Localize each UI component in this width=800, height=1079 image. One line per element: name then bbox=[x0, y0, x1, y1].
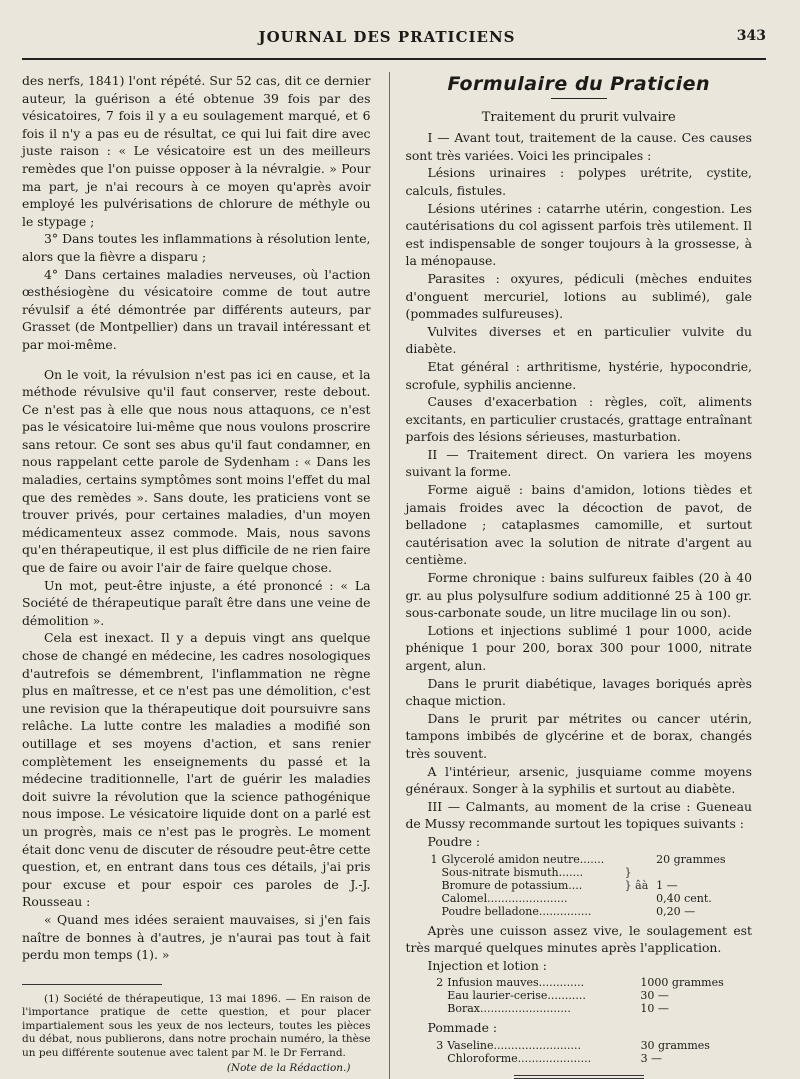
section-subtitle: Traitement du prurit vulvaire bbox=[481, 109, 676, 125]
header-rule bbox=[22, 58, 766, 60]
ingredient-name: Calomel....................... bbox=[441, 891, 568, 905]
ingredient-quantity: 1 — bbox=[656, 878, 678, 892]
poudre-formula bbox=[419, 853, 752, 918]
left-paragraph-6: Cela est inexact. Il y a depuis vingt ans quelque chose de changé en médecine, les cadres nosologiques d'autrefois se démembrent, l'inflammation ne règne plus en maîtresse, et ce n'est pas une démolition, c'est une revision que la thérapeutique doit poursuivre sans relâche. La lutte contre les maladies a modifié son outillage et ses moyens d'action, et sans renier complètement les enseignements du passé et la médecine traditionnelle, l'art de guérir les maladies doit suivre la révolution que la science pathogénique nous impose. Le vésicatoire liquide dont on a parlé est un progrès, mais ce n'est pas le progrès. Le moment était donc venu de discuter de résoudre peut-être cette question, et, en entrant dans tous ces détails, j'ai pris pour excuse et pour espoir ces paroles de J.-J. Rousseau : bbox=[22, 630, 371, 910]
ingredient-name: Eau laurier-cerise........... bbox=[447, 989, 586, 1003]
pommade-formula bbox=[419, 1039, 752, 1065]
formula-number bbox=[419, 892, 439, 905]
left-paragraph-4: On le voit, la révulsion n'est pas ici en cause, et la méthode révulsive qu'il faut conserver, reste debout. Ce n'est pas à elle que nous nous attaquons, ce n'est pas le vésicatoire lui-même que nous voulons proscrire sans retour. Ce sont ses abus qu'il faut condamner, en nous rappelant cette parole de Sydenham : « Dans les maladies, certains symptômes sont moins l'effet du mal que des remèdes ». Sans doute, les praticiens vont se trouver privés, pour certaines maladies, d'un moyen médicamenteux assez commode. Mais, nous savons qu'en thérapeutique, il est plus difficile de ne rien faire que de faire ou avoir l'air de faire quelque chose. bbox=[22, 366, 371, 576]
end-rule bbox=[514, 1075, 644, 1079]
formula-row bbox=[419, 1052, 752, 1065]
formula-number bbox=[419, 989, 445, 1002]
right-paragraph-6: Etat général : arthritisme, hystérie, hypocondrie, scrofule, syphilis ancienne. bbox=[405, 358, 752, 392]
right-paragraph-5: Vulvites diverses et en particulier vulvite du diabète. bbox=[405, 323, 752, 357]
right-column bbox=[397, 72, 752, 1079]
injection-label: Injection et lotion : bbox=[427, 957, 547, 973]
right-paragraph-8: II — Traitement direct. On variera les moyens suivant la forme. bbox=[405, 446, 752, 480]
formula-number: 1 bbox=[430, 852, 438, 866]
ingredient-brace: } bbox=[624, 865, 632, 879]
ingredient-name: Sous-nitrate bismuth....... bbox=[441, 865, 584, 879]
right-paragraph-15: III — Calmants, au moment de la crise : Gueneau de Mussy recommande surtout les topiques suivants : bbox=[405, 798, 752, 832]
formula-number bbox=[419, 905, 439, 918]
ingredient-quantity: 0,40 cent. bbox=[656, 891, 712, 905]
page-number: 343 bbox=[736, 28, 766, 44]
ingredient-name: Poudre belladone............... bbox=[441, 904, 592, 918]
section-title: Formulaire du Praticien bbox=[447, 73, 710, 95]
formula-row bbox=[419, 976, 752, 989]
formula-row bbox=[419, 853, 752, 866]
footnote: (1) Société de thérapeutique, 13 mai 1896. — En raison de l'importance pratique de cette question, et pour placer impartialement sous les yeux de nos lecteurs, toutes les pièces du débat, nous publierons, dans notre prochain numéro, la thèse un peu différente soutenue avec talent par M. le Dr Ferrand. bbox=[22, 992, 371, 1059]
right-paragraph-10: Forme chronique : bains sulfureux faibles (20 à 40 gr. au plus polysulfure sodium additionné 25 à 100 gr. sous-carbonate soude, un litre mucilage lin ou son). bbox=[405, 570, 752, 621]
right-paragraph-13: Dans le prurit par métrites ou cancer utérin, tampons imbibés de glycérine et de borax, changés très souvent. bbox=[405, 710, 752, 761]
formula-number: 2 bbox=[436, 976, 444, 990]
left-paragraph-3: 4° Dans certaines maladies nerveuses, où l'action œsthésiogène du vésicatoire comme de tout autre révulsif a été démontrée par différents auteurs, par Grasset (de Montpellier) dans un travail intéressant et par moi-même. bbox=[22, 266, 371, 352]
ingredient-quantity: 3 — bbox=[640, 1051, 663, 1065]
footnote-editor-note: (Note de la Rédaction.) bbox=[226, 1062, 351, 1075]
formula-number bbox=[419, 866, 439, 879]
ingredient-name: Infusion mauves............. bbox=[447, 976, 585, 990]
formula-row bbox=[419, 879, 752, 892]
formula-row bbox=[419, 1002, 752, 1015]
ingredient-name: Chloroforme..................... bbox=[447, 1051, 592, 1065]
ingredient-brace bbox=[623, 892, 654, 905]
poudre-label: Poudre : bbox=[427, 833, 481, 849]
two-column-body bbox=[22, 72, 752, 1079]
right-paragraph-16: Après une cuisson assez vive, le soulagement est très marqué quelques minutes après l'application. bbox=[405, 922, 752, 956]
title-rule bbox=[551, 98, 607, 99]
formula-row bbox=[419, 1039, 752, 1052]
right-paragraph-12: Dans le prurit diabétique, lavages boriqués après chaque miction. bbox=[405, 675, 752, 709]
formula-row bbox=[419, 866, 752, 879]
ingredient-quantity: 1000 grammes bbox=[640, 976, 724, 990]
ingredient-brace: } âà bbox=[624, 878, 649, 892]
pommade-label: Pommade : bbox=[427, 1020, 498, 1036]
ingredient-quantity: 10 — bbox=[640, 1002, 669, 1016]
ingredient-quantity: 30 — bbox=[640, 989, 669, 1003]
ingredient-quantity: 0,20 — bbox=[656, 904, 696, 918]
left-paragraph-2: 3° Dans toutes les inflammations à résolution lente, alors que la fièvre a disparu ; bbox=[22, 231, 371, 264]
right-paragraph-3: Lésions utérines : catarrhe utérin, congestion. Les cautérisations du col agissent parfois très utilement. Il est indispensable de songer toujours à la grossesse, à la ménopause. bbox=[405, 200, 752, 269]
ingredient-quantity bbox=[654, 866, 752, 879]
footnote-rule bbox=[22, 984, 162, 985]
page-header bbox=[22, 0, 766, 52]
injection-formula bbox=[419, 976, 752, 1015]
right-paragraph-2: Lésions urinaires : polypes urétrite, cystite, calculs, fistules. bbox=[405, 165, 752, 198]
formula-number bbox=[419, 879, 439, 892]
right-paragraph-7: Causes d'exacerbation : règles, coït, aliments excitants, en particulier crustacés, grattage entraînant parfois des lésions sérieuses, masturbation. bbox=[405, 394, 752, 445]
ingredient-quantity: 30 grammes bbox=[640, 1038, 710, 1052]
right-paragraph-11: Lotions et injections sublimé 1 pour 1000, acide phénique 1 pour 200, borax 300 pour 1000, nitrate argent, alun. bbox=[405, 622, 752, 673]
right-paragraph-4: Parasites : oxyures, pédiculi (mèches enduites d'onguent mercuriel, lotions au sublimé), gale (pommades sulfureuses). bbox=[405, 270, 752, 322]
ingredient-brace bbox=[623, 853, 654, 866]
formula-number: 3 bbox=[436, 1038, 444, 1052]
running-title: JOURNAL DES PRATICIENS bbox=[258, 28, 516, 46]
formula-row bbox=[419, 905, 752, 918]
ingredient-quantity: 20 grammes bbox=[656, 852, 726, 866]
left-paragraph-1: des nerfs, 1841) l'ont répété. Sur 52 cas, dit ce dernier auteur, la guérison a été obtenue 39 fois par des vésicatoires, 7 fois il y a eu soulagement marqué, et 6 fois il n'y a pas eu de résultat, ce qui lui fait dire avec juste raison : « Le vésicatoire est un des meilleurs remèdes que l'on puisse opposer à la névralgie. » Pour ma part, je n'ai recours à ce moyen qu'après avoir employé les pulvérisations de chlorure de méthyle ou le stypage ; bbox=[22, 73, 371, 229]
formula-row bbox=[419, 989, 752, 1002]
right-paragraph-14: A l'intérieur, arsenic, jusquiame comme moyens généraux. Songer à la syphilis et surtout au diabète. bbox=[405, 763, 752, 797]
column-divider bbox=[389, 72, 390, 1079]
formula-number bbox=[419, 1002, 445, 1015]
left-paragraph-5: Un mot, peut-être injuste, a été prononcé : « La Société de thérapeutique paraît être dans une veine de démolition ». bbox=[22, 577, 371, 628]
ingredient-name: Vaseline......................... bbox=[447, 1038, 581, 1052]
right-paragraph-1: I — Avant tout, traitement de la cause. Ces causes sont très variées. Voici les principales : bbox=[405, 130, 752, 163]
ingredient-brace bbox=[623, 905, 654, 918]
left-column bbox=[22, 72, 381, 1079]
ingredient-name: Glycerolé amidon neutre....... bbox=[441, 852, 605, 866]
formula-row bbox=[419, 892, 752, 905]
right-paragraph-9: Forme aiguë : bains d'amidon, lotions tièdes et jamais froides avec la décoction de pavot, de belladone ; cataplasmes camomille, et surtout cautérisation avec la solution de nitrate d'argent au centième. bbox=[405, 482, 752, 568]
ingredient-name: Borax.......................... bbox=[447, 1002, 571, 1016]
formula-number bbox=[419, 1052, 445, 1065]
left-paragraph-7: « Quand mes idées seraient mauvaises, si j'en fais naître de bonnes à d'autres, je n'aurai pas tout à fait perdu mon temps (1). » bbox=[22, 911, 371, 963]
ingredient-name: Bromure de potassium.... bbox=[441, 878, 583, 892]
